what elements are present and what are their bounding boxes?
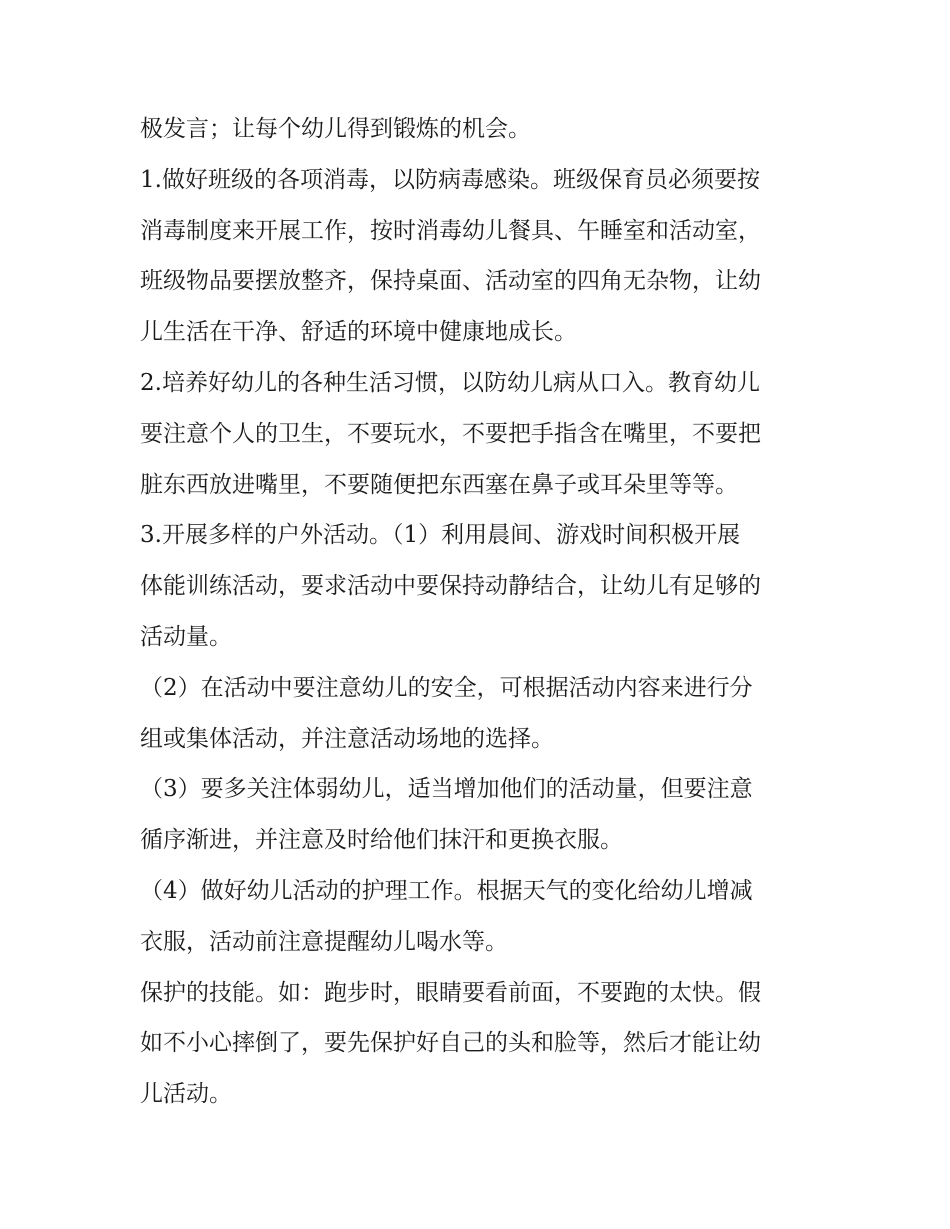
text-line: 消毒制度来开展工作，按时消毒幼儿餐具、午睡室和活动室， <box>140 217 761 244</box>
text-line: 体能训练活动，要求活动中要保持动静结合，让幼儿有足够的 <box>140 573 761 600</box>
text-line: 3.开展多样的户外活动。（1）利用晨间、游戏时间积极开展 <box>140 522 741 549</box>
text-line: 班级物品要摆放整齐，保持桌面、活动室的四角无杂物，让幼 <box>140 268 761 295</box>
text-line: （2）在活动中要注意幼儿的安全，可根据活动内容来进行分 <box>140 674 753 701</box>
text-line: 要注意个人的卫生，不要玩水，不要把手指含在嘴里，不要把 <box>140 420 761 447</box>
body-text <box>140 104 820 1120</box>
text-line: （3）要多关注体弱幼儿，适当增加他们的活动量，但要注意 <box>140 776 753 803</box>
text-line: 活动量。 <box>140 623 232 650</box>
text-line: 衣服，活动前注意提醒幼儿喝水等。 <box>140 928 508 955</box>
text-line: 如不小心摔倒了，要先保护好自己的头和脸等，然后才能让幼 <box>140 1030 761 1057</box>
text-line: 循序渐进，并注意及时给他们抹汗和更换衣服。 <box>140 827 623 854</box>
text-line: 儿活动。 <box>140 1081 232 1108</box>
text-line: 1.做好班级的各项消毒，以防病毒感染。班级保育员必须要按 <box>140 166 760 193</box>
text-line: 脏东西放进嘴里，不要随便把东西塞在鼻子或耳朵里等等。 <box>140 471 738 498</box>
text-line: 保护的技能。如：跑步时，眼睛要看前面，不要跑的太快。假 <box>140 979 761 1006</box>
text-line: 2.培养好幼儿的各种生活习惯，以防幼儿病从口入。教育幼儿 <box>140 369 760 396</box>
text-line: 极发言；让每个幼儿得到锻炼的机会。 <box>140 116 531 142</box>
text-line: （4）做好幼儿活动的护理工作。根据天气的变化给幼儿增减 <box>140 877 753 904</box>
text-line: 组或集体活动，并注意活动场地的选择。 <box>140 725 554 752</box>
text-line: 儿生活在干净、舒适的环境中健康地成长。 <box>140 319 577 346</box>
